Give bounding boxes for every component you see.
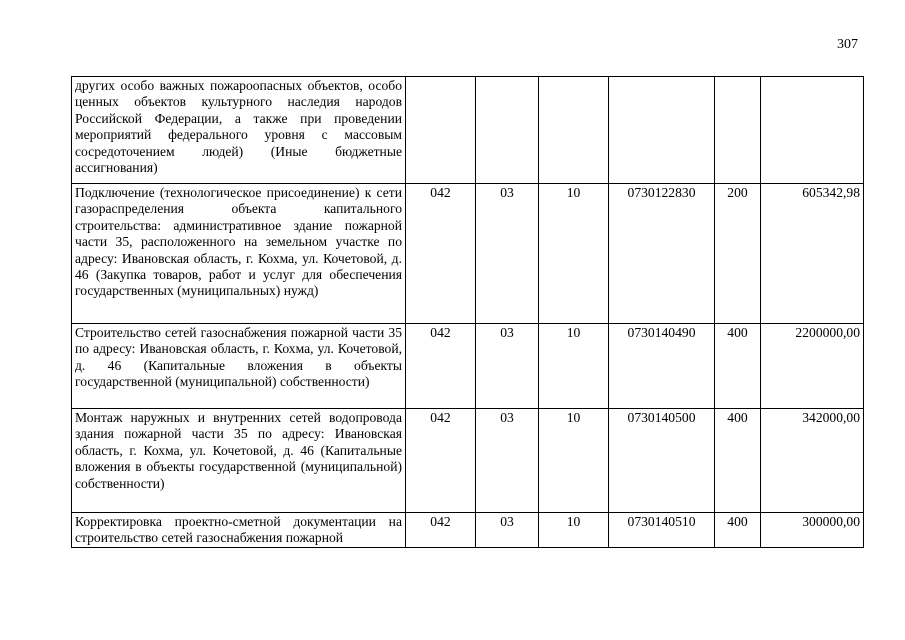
row-expense-type: 400 (715, 513, 761, 548)
row-ministry-code (406, 77, 476, 184)
row-subsection-code: 10 (539, 324, 609, 409)
row-description: Строительство сетей газоснабжения пожарной части 35 по адресу: Ивановская область, г. Кохма, ул. Кочетовой, д. 46 (Капитальные вложения в объекты государственной (муниципальной) собственности) (72, 324, 406, 409)
row-target-article: 0730140510 (609, 513, 715, 548)
row-target-article: 0730122830 (609, 184, 715, 324)
page-number: 307 (837, 37, 858, 52)
row-target-article: 0730140500 (609, 409, 715, 513)
row-subsection-code: 10 (539, 184, 609, 324)
row-section-code: 03 (476, 409, 539, 513)
row-expense-type: 400 (715, 324, 761, 409)
row-amount (761, 77, 864, 184)
row-section-code: 03 (476, 184, 539, 324)
row-ministry-code: 042 (406, 324, 476, 409)
row-amount: 605342,98 (761, 184, 864, 324)
row-ministry-code: 042 (406, 409, 476, 513)
table-row (72, 77, 864, 184)
row-expense-type: 200 (715, 184, 761, 324)
row-section-code (476, 77, 539, 184)
row-amount: 2200000,00 (761, 324, 864, 409)
row-subsection-code: 10 (539, 513, 609, 548)
row-target-article: 0730140490 (609, 324, 715, 409)
table-row (72, 324, 864, 409)
row-subsection-code (539, 77, 609, 184)
row-target-article (609, 77, 715, 184)
budget-table (71, 76, 864, 548)
row-subsection-code: 10 (539, 409, 609, 513)
row-ministry-code: 042 (406, 513, 476, 548)
table-row (72, 184, 864, 324)
row-description: Монтаж наружных и внутренних сетей водопровода здания пожарной части 35 по адресу: Ивановская область, г. Кохма, ул. Кочетовой, д. 46 (Капитальные вложения в объекты государственной (муниципальной) собственности) (72, 409, 406, 513)
row-description: Корректировка проектно-сметной документации на строительство сетей газоснабжения пожарной (72, 513, 406, 548)
table-row (72, 409, 864, 513)
row-expense-type: 400 (715, 409, 761, 513)
row-section-code: 03 (476, 513, 539, 548)
row-description: Подключение (технологическое присоединение) к сети газораспределения объекта капитального строительства: административное здание пожарной части 35, расположенного на земельном участке по адресу: Ивановская область, г. Кохма, ул. Кочетовой, д. 46 (Закупка товаров, работ и услуг для обеспечения государственных (муниципальных) нужд) (72, 184, 406, 324)
row-amount: 342000,00 (761, 409, 864, 513)
row-amount: 300000,00 (761, 513, 864, 548)
table-row (72, 513, 864, 548)
row-ministry-code: 042 (406, 184, 476, 324)
row-description: других особо важных пожароопасных объектов, особо ценных объектов культурного наследия народов Российской Федерации, а также при проведении мероприятий федерального уровня с массовым сосредоточением людей) (Иные бюджетные ассигнования) (72, 77, 406, 184)
row-section-code: 03 (476, 324, 539, 409)
row-expense-type (715, 77, 761, 184)
